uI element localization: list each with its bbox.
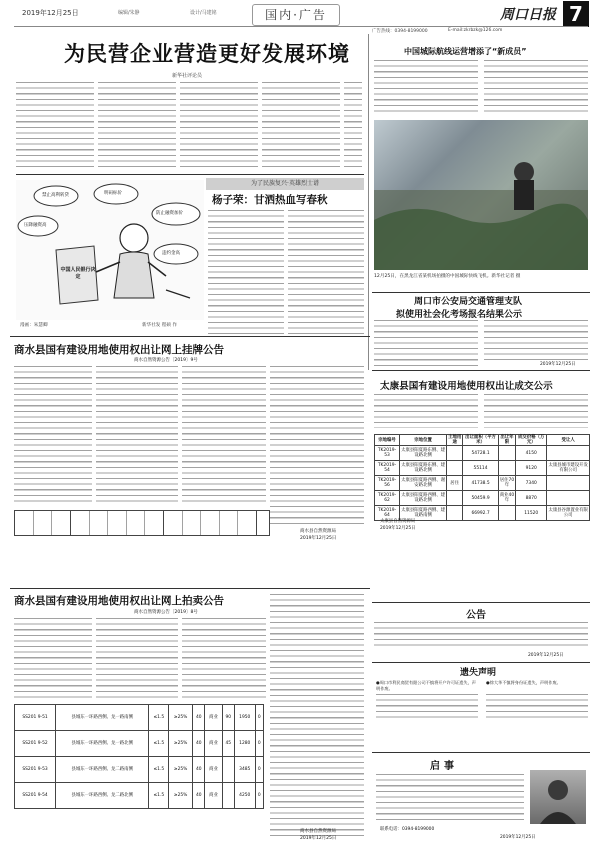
cartoon-credit: 新华社发 程硕 作 (142, 323, 178, 328)
cell: ≥25% (169, 731, 193, 757)
masthead (0, 0, 600, 34)
shangshui2-date: 2019年12月25日 (300, 836, 337, 841)
qishi-footer: 联系电话：0394-8199000 (380, 827, 435, 832)
cell: SS201 9-52 (15, 731, 56, 757)
taikang-intro-1 (374, 394, 478, 428)
lost-title: 遗失声明 (460, 668, 497, 678)
flight-photo (374, 120, 588, 270)
cartoon-bubble-1: 禁止高利转贷 (42, 193, 69, 198)
cell: 66992.7 (463, 506, 498, 521)
taikang-top-rule (372, 370, 590, 371)
yang-banner (206, 178, 364, 190)
taikang-col-price: 成交价格（万元） (516, 435, 547, 446)
cell (547, 446, 590, 461)
yang-body-col-1 (208, 210, 284, 334)
masthead-designer: 设计/马建铭 (190, 10, 217, 16)
flight-bottom-rule (372, 292, 590, 293)
cartoon-caption: 漫画：朱慧卿 (20, 323, 48, 328)
police-title-2: 拟使用社会化考场报名结果公示 (396, 310, 523, 320)
shangshui1-date: 2019年12月25日 (300, 536, 337, 541)
cell: 9120 (516, 461, 547, 476)
qishi-photo (530, 770, 586, 824)
shangshui2-body-col-2 (96, 618, 178, 700)
cell: ≥25% (169, 757, 193, 783)
lead-bottom-rule (16, 174, 364, 175)
cartoon-sign: 中国人民银行决定 (60, 267, 96, 280)
cell: SS201 9-54 (15, 783, 56, 809)
cell: 商业40年 (498, 491, 515, 506)
shangshui2-top-rule (10, 588, 370, 589)
taikang-col-area: 出让面积（平方米） (463, 435, 498, 446)
cell: 太康县谷源置业有限公司 (547, 506, 590, 521)
right-column-rule (368, 34, 369, 370)
cell (447, 446, 463, 461)
cell: 3485 (235, 757, 256, 783)
cell: 54728.1 (463, 446, 498, 461)
notice-date: 2019年12月25日 (528, 653, 564, 658)
cell (447, 506, 463, 521)
cell: 居住 (447, 476, 463, 491)
section-tab (252, 4, 340, 26)
shangshui1-body-col-3 (182, 366, 266, 506)
taikang-intro-2 (484, 394, 588, 428)
lead-body-col-1 (16, 82, 94, 170)
table-row (15, 705, 264, 731)
table-row (375, 476, 590, 491)
cell: 11520 (516, 506, 547, 521)
police-title-1: 周口市公安局交通管理支队 (414, 297, 523, 307)
cell (222, 783, 234, 809)
cell: 4250 (235, 783, 256, 809)
cell: 太康县阳夏路西侧、建设路北侧 (400, 491, 447, 506)
shangshui2-body-col-1 (14, 618, 92, 700)
taikang-col-use: 土地用途 (448, 435, 462, 445)
cartoon-bubble-3: 压降融资高 (24, 223, 47, 228)
flight-body-col-2 (484, 60, 588, 116)
police-body-col-2 (484, 320, 588, 360)
cell: 1950 (235, 705, 256, 731)
shangshui2-title: 商水县国有建设用地使用权出让网上拍卖公告 (14, 595, 224, 607)
notice-title: 公告 (466, 610, 486, 621)
cell: 90 (222, 705, 234, 731)
cell: 40 (193, 757, 205, 783)
cell: 县城东一环路西侧、龙一路北侧 (56, 731, 149, 757)
cell: 0 (255, 731, 263, 757)
lost-body-col-1 (376, 694, 478, 720)
cell: 太康县城市建设开发有限公司 (547, 461, 590, 476)
cell: ≥25% (169, 783, 193, 809)
police-body-col-1 (374, 320, 478, 366)
section-title: 国内·广告 (265, 8, 327, 22)
shangshui1-body-col-2 (96, 366, 178, 506)
cartoon-bubble-2: 明码标价 (104, 191, 122, 196)
cell: 0 (255, 705, 263, 731)
table-row (15, 731, 264, 757)
cell (447, 491, 463, 506)
taikang-table (374, 434, 590, 521)
lead-title: 为民营企业营造更好发展环境 (64, 42, 350, 66)
shangshui1-title: 商水县国有建设用地使用权出让网上挂牌公告 (14, 344, 224, 356)
shangshui1-body-col-4 (270, 366, 364, 526)
qishi-title: 启事 (430, 761, 458, 772)
police-date: 2019年12月25日 (540, 362, 576, 367)
taikang-col-years: 出让年限 (498, 435, 515, 446)
cell: 1280 (235, 731, 256, 757)
table-row (375, 446, 590, 461)
shangshui2-org: 商水县自然资源局 (300, 829, 336, 834)
lead-body-col-3 (180, 82, 258, 170)
cell: 0 (255, 783, 263, 809)
taikang-footer: 2019年12月25日 (380, 526, 416, 531)
cartoon (16, 180, 204, 330)
cell: 商业 (205, 705, 222, 731)
cell: 太康县阳夏路西侧、建设路南侧 (400, 506, 447, 521)
cell (498, 506, 515, 521)
cell: 太康县阳夏路东侧、建设路北侧 (400, 461, 447, 476)
page-number-box (563, 1, 589, 27)
cell: 太康县阳夏路西侧、谢安路北侧 (400, 476, 447, 491)
shangshui1-table (14, 510, 270, 536)
masthead-rule (14, 26, 588, 27)
shangshui2-body-col-3 (182, 618, 266, 700)
yang-banner-text: 为了民族复兴·英雄烈士谱 (251, 180, 319, 187)
cell: 居住70年 (498, 476, 515, 491)
masthead-email: E-mail:zkrbzk@126.com (448, 28, 503, 33)
cell: SS201 9-53 (15, 757, 56, 783)
cell: 45 (222, 731, 234, 757)
cell: 7340 (516, 476, 547, 491)
cell: 40 (193, 731, 205, 757)
notice-body (374, 622, 588, 650)
table-row (375, 491, 590, 506)
cell: TK2019-53 (375, 446, 400, 461)
lost-top-rule (372, 662, 590, 663)
qishi-top-rule (372, 752, 590, 753)
shangshui2-ref: 商水自然资源公告〔2019〕8号 (134, 610, 198, 615)
person-photo (530, 770, 586, 824)
cell (498, 461, 515, 476)
cell (547, 476, 590, 491)
cell: 41738.5 (463, 476, 498, 491)
cartoon-bubble-5: 违约金高 (162, 251, 180, 256)
lost-body-col-2 (486, 694, 588, 720)
shangshui2-table (14, 704, 264, 809)
shangshui1-body-col-1 (14, 366, 92, 506)
flight-title: 中国城际航线运营增添了“新成员” (404, 47, 527, 56)
cell: ≤1.5 (149, 731, 169, 757)
cell: ≤1.5 (149, 757, 169, 783)
taikang-title: 太康县国有建设用地使用权出让成交公示 (380, 381, 553, 392)
cell: 商业 (205, 783, 222, 809)
page-number: 7 (569, 2, 583, 26)
cell: 0 (255, 757, 263, 783)
cell: TK2019-62 (375, 491, 400, 506)
cell (222, 757, 234, 783)
cell: 50459.9 (463, 491, 498, 506)
lost-item-2: ●徐大华不慎将身份证遗失，声明作废。 (486, 680, 561, 685)
masthead-editor: 编辑/朱静 (118, 10, 140, 16)
lost-item-1: ●周口市利民商贸有限公司不慎将开户许可证遗失，声明作废。 (376, 680, 476, 691)
cell (547, 491, 590, 506)
masthead-hotline: 广告热线：0394-8199000 (372, 29, 428, 34)
cell: 太康县阳夏路东侧、建设路北侧 (400, 446, 447, 461)
taikang-org: 太康县自然资源局 (380, 519, 416, 524)
lead-body-col-2 (98, 82, 176, 170)
table-row (15, 757, 264, 783)
flight-body-col-1 (374, 60, 478, 116)
paper-logo: 周口日报 (500, 7, 556, 23)
cell: ≥25% (169, 705, 193, 731)
shangshui1-org: 商水县自然资源局 (300, 529, 336, 534)
lead-byline: 新华社评论员 (172, 73, 203, 79)
cell: 商业 (205, 731, 222, 757)
shangshui1-ref: 商水自然资源公告〔2019〕9号 (134, 358, 198, 363)
cartoon-bubble-4: 防止融资加价 (156, 211, 183, 216)
shangshui2-body-col-4 (270, 594, 364, 840)
masthead-date: 2019年12月25日 (22, 9, 79, 17)
shangshui1-top-rule (10, 336, 370, 337)
cell: 40 (193, 705, 205, 731)
cell (447, 461, 463, 476)
cell: 县城东一环路西侧、龙二路南侧 (56, 757, 149, 783)
cell: TK2019-56 (375, 476, 400, 491)
cell: 县城东一环路西侧、龙二路北侧 (56, 783, 149, 809)
taikang-col-id: 宗地编号 (375, 435, 400, 446)
lead-body-col-4 (262, 82, 340, 170)
cell: 55114 (463, 461, 498, 476)
cell: 4150 (516, 446, 547, 461)
cell: TK2019-54 (375, 461, 400, 476)
cell: TK2019-64 (375, 506, 400, 521)
yang-title: 杨子荣：甘洒热血写春秋 (212, 194, 328, 206)
taikang-col-location: 宗地位置 (400, 435, 447, 446)
cell: 商业 (205, 757, 222, 783)
lead-body-col-5 (344, 82, 362, 170)
table-row (375, 461, 590, 476)
plants-photo (374, 120, 588, 270)
cell: ≤1.5 (149, 705, 169, 731)
cell: 县城东一环路西侧、龙一路南侧 (56, 705, 149, 731)
cell: ≤1.5 (149, 783, 169, 809)
qishi-body (376, 774, 524, 820)
table-row (15, 783, 264, 809)
notice-top-rule (372, 602, 590, 603)
yang-body-col-2 (288, 210, 364, 334)
qishi-date: 2019年12月25日 (500, 835, 536, 840)
flight-photo-caption: 12月25日，在黑龙江省某机场拍摄的中国城际快线飞机。新华社记者 摄 (374, 274, 521, 279)
cell (498, 446, 515, 461)
cell: 8870 (516, 491, 547, 506)
taikang-col-buyer: 受让人 (547, 435, 590, 446)
cell: 40 (193, 783, 205, 809)
cell: SS201 9-51 (15, 705, 56, 731)
